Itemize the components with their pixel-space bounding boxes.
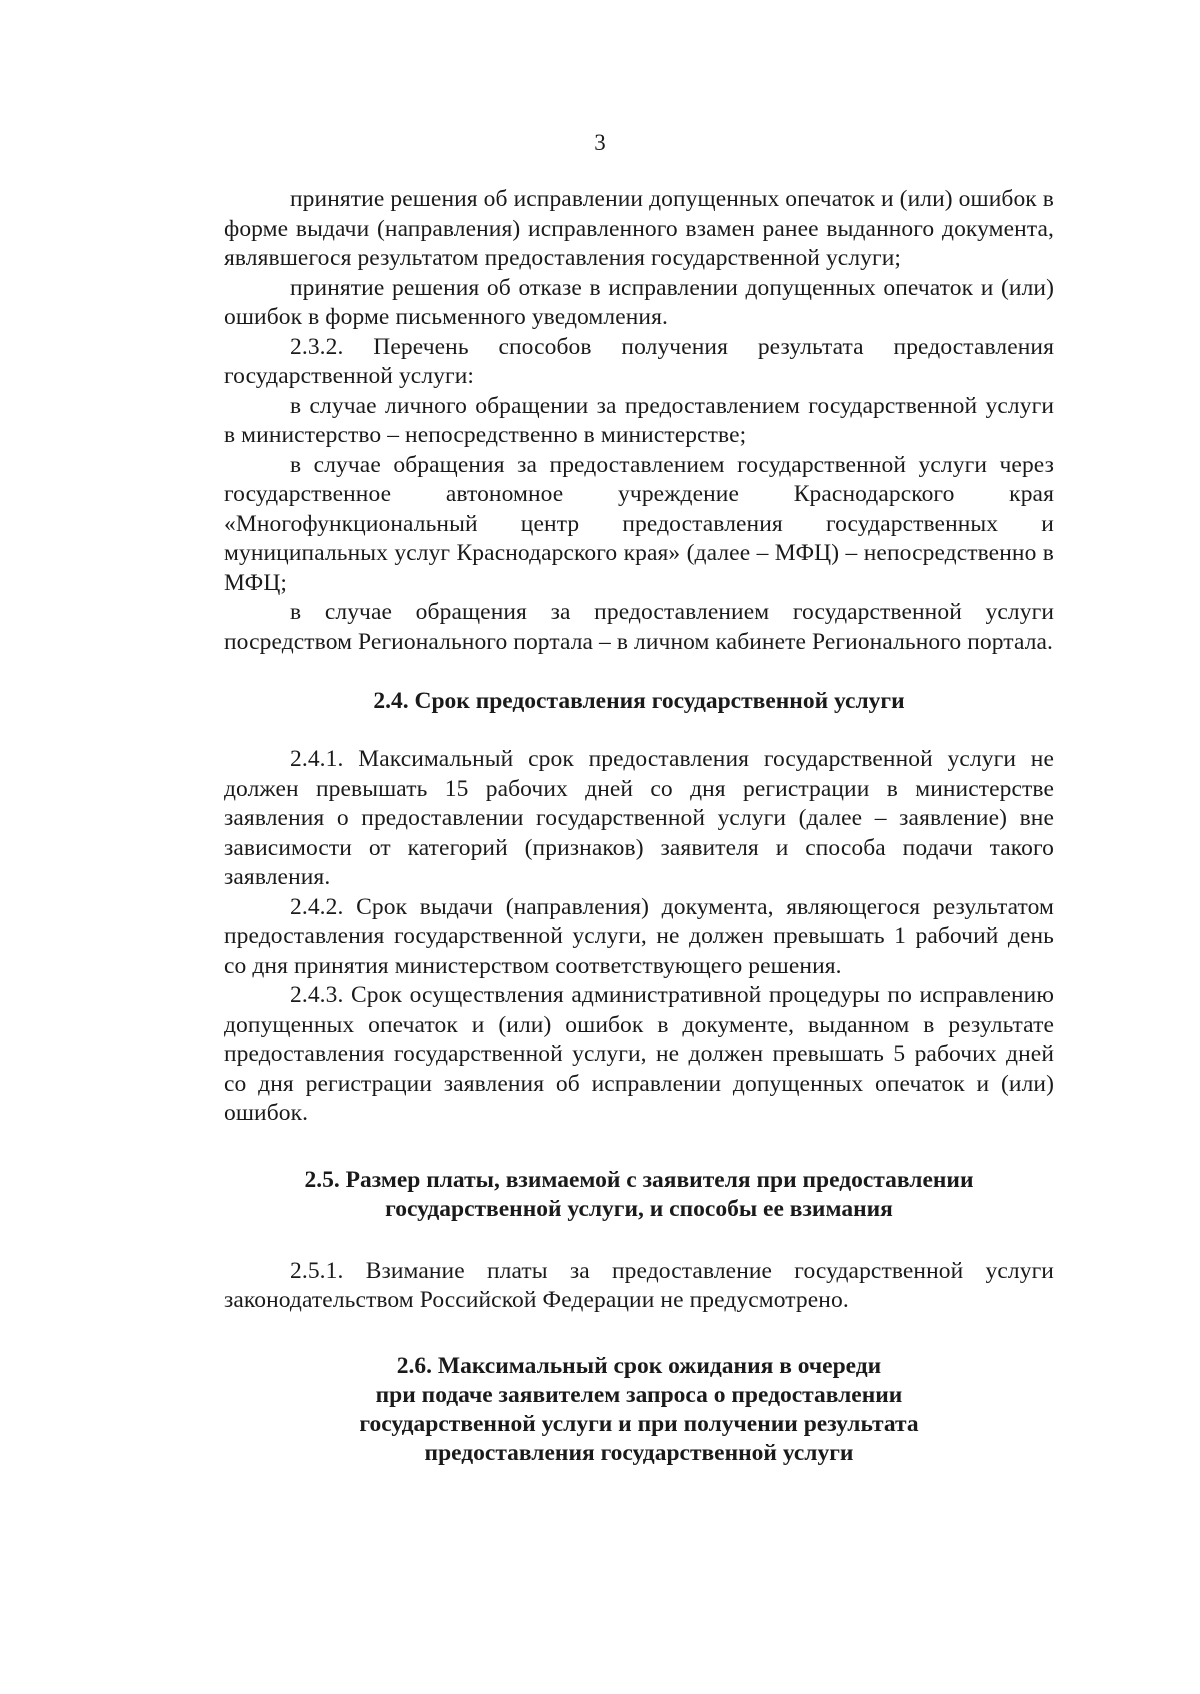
paragraph: в случае обращения за предоставлением государственной услуги через государственное автономное учреждение Краснодарского края «Многофункциональный центр предоставления государственных и муниципальных услуг Краснодарского края» (далее – МФЦ) – непосредственно в МФЦ; [224, 451, 1054, 596]
section-heading-2-6 [224, 1352, 1054, 1468]
heading-line: 2.6. Максимальный срок ожидания в очереди [396, 1352, 882, 1379]
document-body [224, 185, 1054, 1468]
paragraph: принятие решения об исправлении допущенных опечаток и (или) ошибок в форме выдачи (направления) исправленного взамен ранее выданного документа, являвшегося результатом предоставления государственной услуги; [224, 186, 1054, 271]
paragraph: в случае обращения за предоставлением государственной услуги посредством Регионального портала – в личном кабинете Регионального портала. [224, 599, 1054, 655]
heading-line: государственной услуги и при получении результата [359, 1410, 919, 1437]
heading-line: при подаче заявителем запроса о предоставлении [375, 1381, 903, 1408]
paragraph: 2.5.1. Взимание платы за предоставление государственной услуги законодательством Российской Федерации не предусмотрено. [224, 1257, 1054, 1313]
section-heading-2-4: 2.4. Срок предоставления государственной услуги [373, 688, 905, 714]
paragraph: 2.4.3. Срок осуществления административной процедуры по исправлению допущенных опечаток и (или) ошибок в документе, выданном в результате предоставления государственной услуги, не должен превышать 5 рабочих дней со дня регистрации заявления об исправлении допущенных опечаток и (или) ошибок. [224, 982, 1054, 1126]
paragraph: 2.4.1. Максимальный срок предоставления государственной услуги не должен превышать 15 рабочих дней со дня регистрации в министерстве заявления о предоставлении государственной услуги (далее – заявление) вне зависимости от категорий (признаков) заявителя и способа подачи такого заявления. [224, 746, 1054, 890]
page-number: 3 [594, 130, 606, 155]
heading-line: 2.5. Размер платы, взимаемой с заявителя при предоставлении [304, 1166, 974, 1193]
heading-line: государственной услуги, и способы ее взимания [385, 1195, 893, 1222]
paragraph: 2.3.2. Перечень способов получения результата предоставления государственной услуги: [224, 333, 1054, 389]
paragraph: принятие решения об отказе в исправлении допущенных опечаток и (или) ошибок в форме письменного уведомления. [224, 274, 1054, 330]
heading-line: предоставления государственной услуги [424, 1439, 854, 1466]
paragraph: 2.4.2. Срок выдачи (направления) документа, являющегося результатом предоставления государственной услуги, не должен превышать 1 рабочий день со дня принятия министерством соответствующего решения. [224, 893, 1054, 979]
section-heading-2-5 [224, 1166, 1054, 1224]
paragraph: в случае личного обращении за предоставлением государственной услуги в министерство – непосредственно в министерстве; [224, 392, 1054, 448]
